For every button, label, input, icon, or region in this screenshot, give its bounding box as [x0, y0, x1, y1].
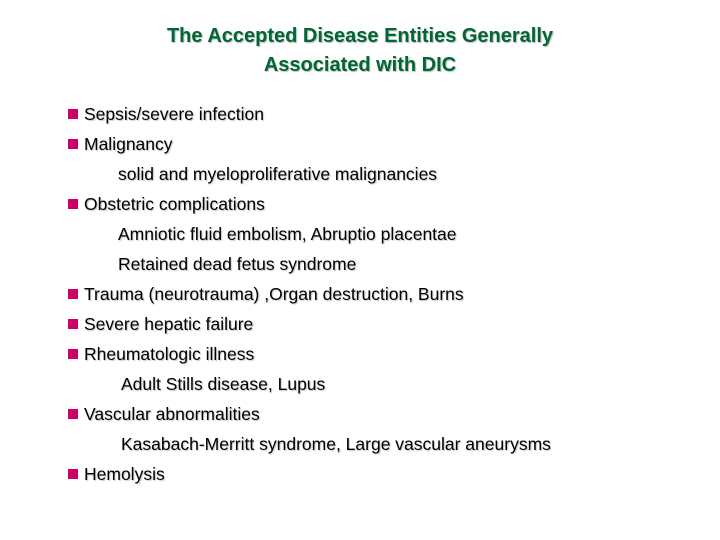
- square-bullet-icon: [68, 319, 78, 329]
- square-bullet-icon: [68, 139, 78, 149]
- list-item-text: Rheumatologic illness: [84, 344, 255, 364]
- sub-item-text: Amniotic fluid embolism, Abruptio placentae: [118, 224, 457, 244]
- list-item-text: Malignancy: [84, 134, 173, 154]
- list-item-text: Severe hepatic failure: [84, 314, 254, 334]
- sub-item-text: Kasabach-Merritt syndrome, Large vascular aneurysms: [121, 434, 551, 454]
- square-bullet-icon: [68, 349, 78, 359]
- square-bullet-icon: [68, 409, 78, 419]
- square-bullet-icon: [68, 289, 78, 299]
- sub-item-text: solid and myeloproliferative malignancies: [118, 164, 438, 184]
- list-item-text: Sepsis/severe infection: [84, 104, 264, 124]
- list-item-text: Obstetric complications: [84, 194, 265, 214]
- sub-item-text: Retained dead fetus syndrome: [118, 254, 357, 274]
- slide-title-line-2: Associated with DIC: [263, 54, 457, 76]
- sub-item-text: Adult Stills disease, Lupus: [121, 374, 326, 394]
- list-item-text: Vascular abnormalities: [84, 404, 260, 424]
- square-bullet-icon: [68, 469, 78, 479]
- square-bullet-icon: [68, 109, 78, 119]
- square-bullet-icon: [68, 199, 78, 209]
- slide-title-line-1: The Accepted Disease Entities Generally: [166, 25, 554, 47]
- list-item-text: Hemolysis: [84, 464, 165, 484]
- list-item-text: Trauma (neurotrauma) ,Organ destruction, Burns: [84, 284, 464, 304]
